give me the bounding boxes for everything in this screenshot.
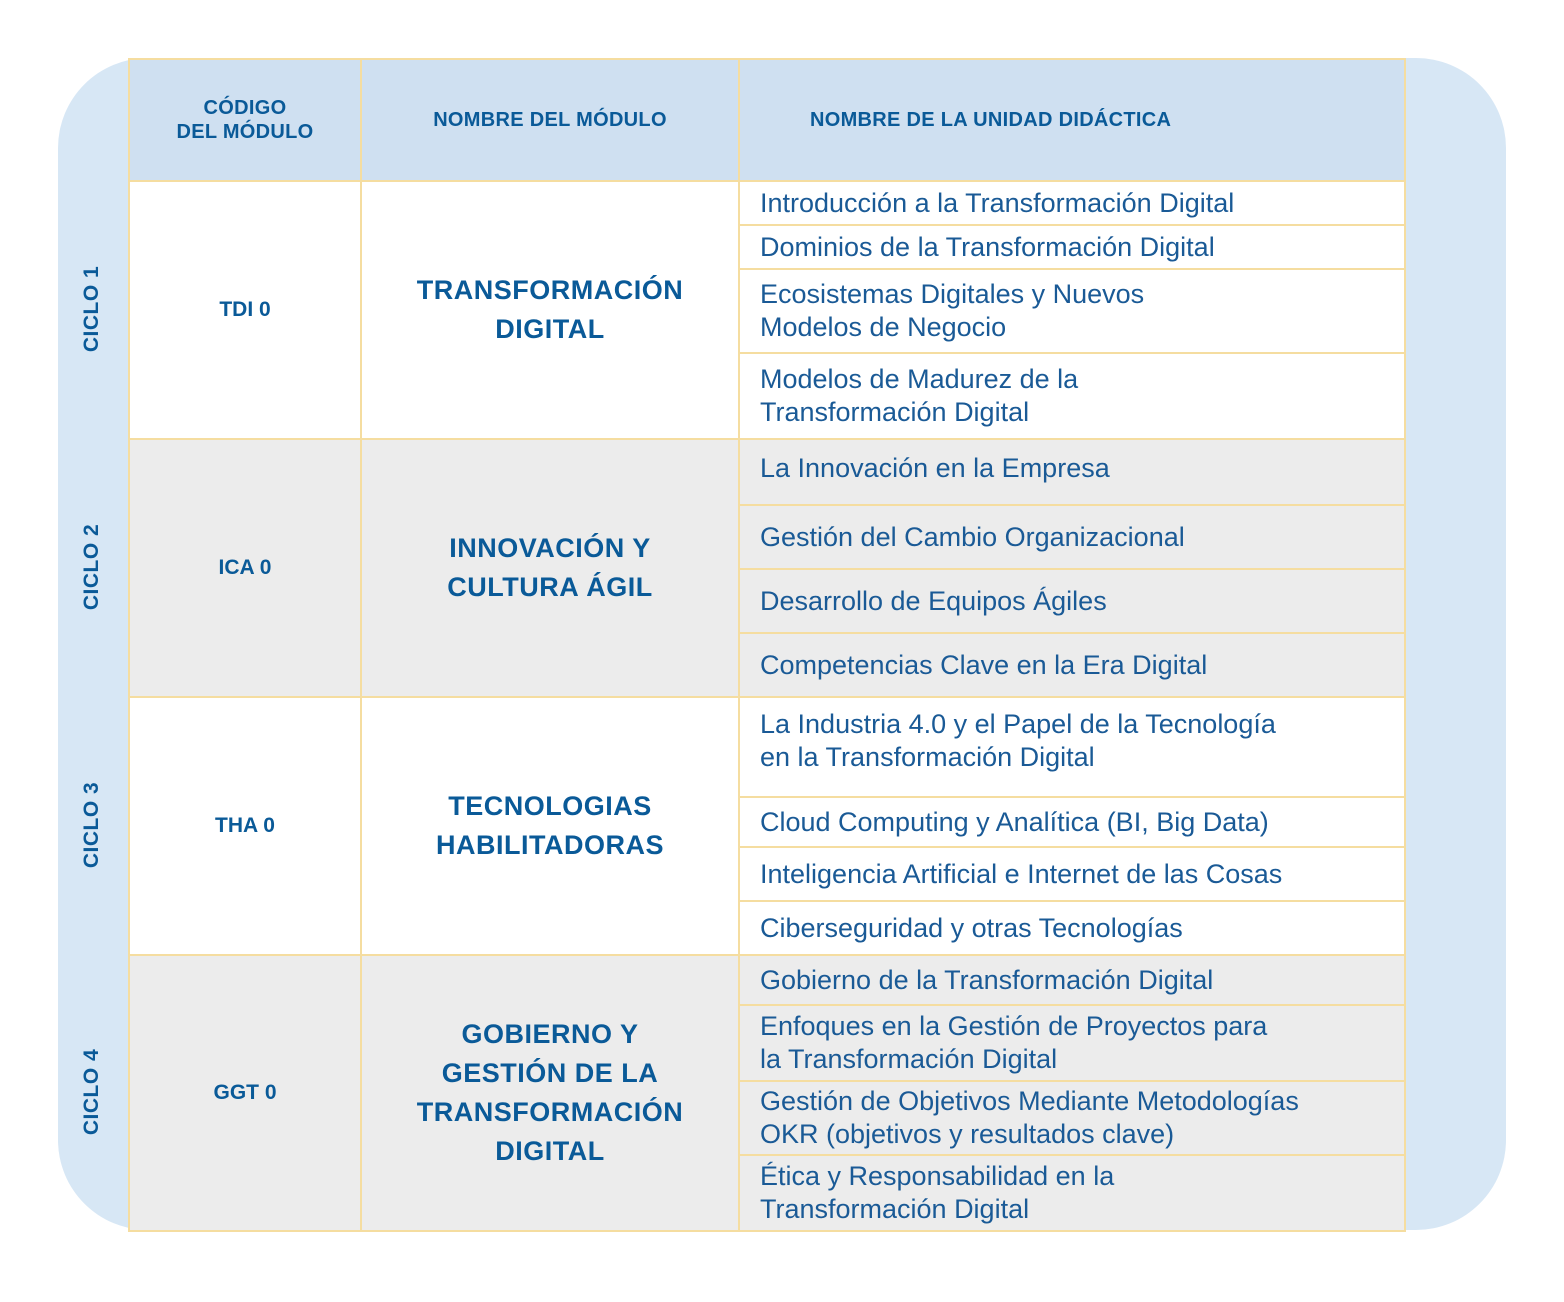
unit-name: Modelos de Madurez de la Transformación Digital — [739, 353, 1405, 439]
table-row — [129, 955, 1405, 1005]
unit-name: Ecosistemas Digitales y Nuevos Modelos de Negocio — [739, 269, 1405, 353]
unit-name: Competencias Clave en la Era Digital — [739, 633, 1405, 697]
module-code: TDI 0 — [129, 181, 361, 439]
unit-name: Ética y Responsabilidad en la Transformación Digital — [739, 1155, 1405, 1231]
unit-name: Gestión de Objetivos Mediante Metodologías OKR (objetivos y resultados clave) — [739, 1081, 1405, 1155]
module-name: GOBIERNO Y GESTIÓN DE LA TRANSFORMACIÓN DIGITAL — [361, 955, 739, 1231]
module-name: INNOVACIÓN Y CULTURA ÁGIL — [361, 439, 739, 697]
unit-name: La Innovación en la Empresa — [739, 439, 1405, 505]
table-row — [129, 697, 1405, 797]
cycle-label-2-cell — [58, 438, 126, 696]
cycle-label: CICLO 1 — [80, 265, 103, 353]
cycle-label-1-cell — [58, 180, 126, 438]
module-code: GGT 0 — [129, 955, 361, 1231]
unit-name: Cloud Computing y Analítica (BI, Big Data) — [739, 797, 1405, 847]
unit-name: Gobierno de la Transformación Digital — [739, 955, 1405, 1005]
cycle-label: CICLO 3 — [80, 781, 103, 869]
module-name: TECNOLOGIAS HABILITADORAS — [361, 697, 739, 955]
header-code: CÓDIGO DEL MÓDULO — [129, 59, 361, 181]
header-module: NOMBRE DEL MÓDULO — [361, 59, 739, 181]
table-row — [129, 181, 1405, 225]
unit-name: Enfoques en la Gestión de Proyectos para la Transformación Digital — [739, 1005, 1405, 1081]
unit-name: Gestión del Cambio Organizacional — [739, 505, 1405, 569]
unit-name: Dominios de la Transformación Digital — [739, 225, 1405, 269]
module-code: ICA 0 — [129, 439, 361, 697]
unit-name: Introducción a la Transformación Digital — [739, 181, 1405, 225]
module-code: THA 0 — [129, 697, 361, 955]
module-name: TRANSFORMACIÓN DIGITAL — [361, 181, 739, 439]
header-row — [129, 59, 1405, 181]
unit-name: Ciberseguridad y otras Tecnologías — [739, 901, 1405, 955]
unit-name: La Industria 4.0 y el Papel de la Tecnología en la Transformación Digital — [739, 697, 1405, 797]
curriculum-table — [128, 58, 1404, 1232]
cycle-label-3-cell — [58, 696, 126, 954]
cycle-label: CICLO 2 — [80, 523, 103, 611]
cycle-label-4-cell — [58, 954, 126, 1230]
header-unit: NOMBRE DE LA UNIDAD DIDÁCTICA — [739, 59, 1405, 181]
unit-name: Inteligencia Artificial e Internet de las Cosas — [739, 847, 1405, 901]
modules-table — [128, 58, 1406, 1232]
table-row — [129, 439, 1405, 505]
unit-name: Desarrollo de Equipos Ágiles — [739, 569, 1405, 633]
cycle-label: CICLO 4 — [80, 1048, 103, 1136]
